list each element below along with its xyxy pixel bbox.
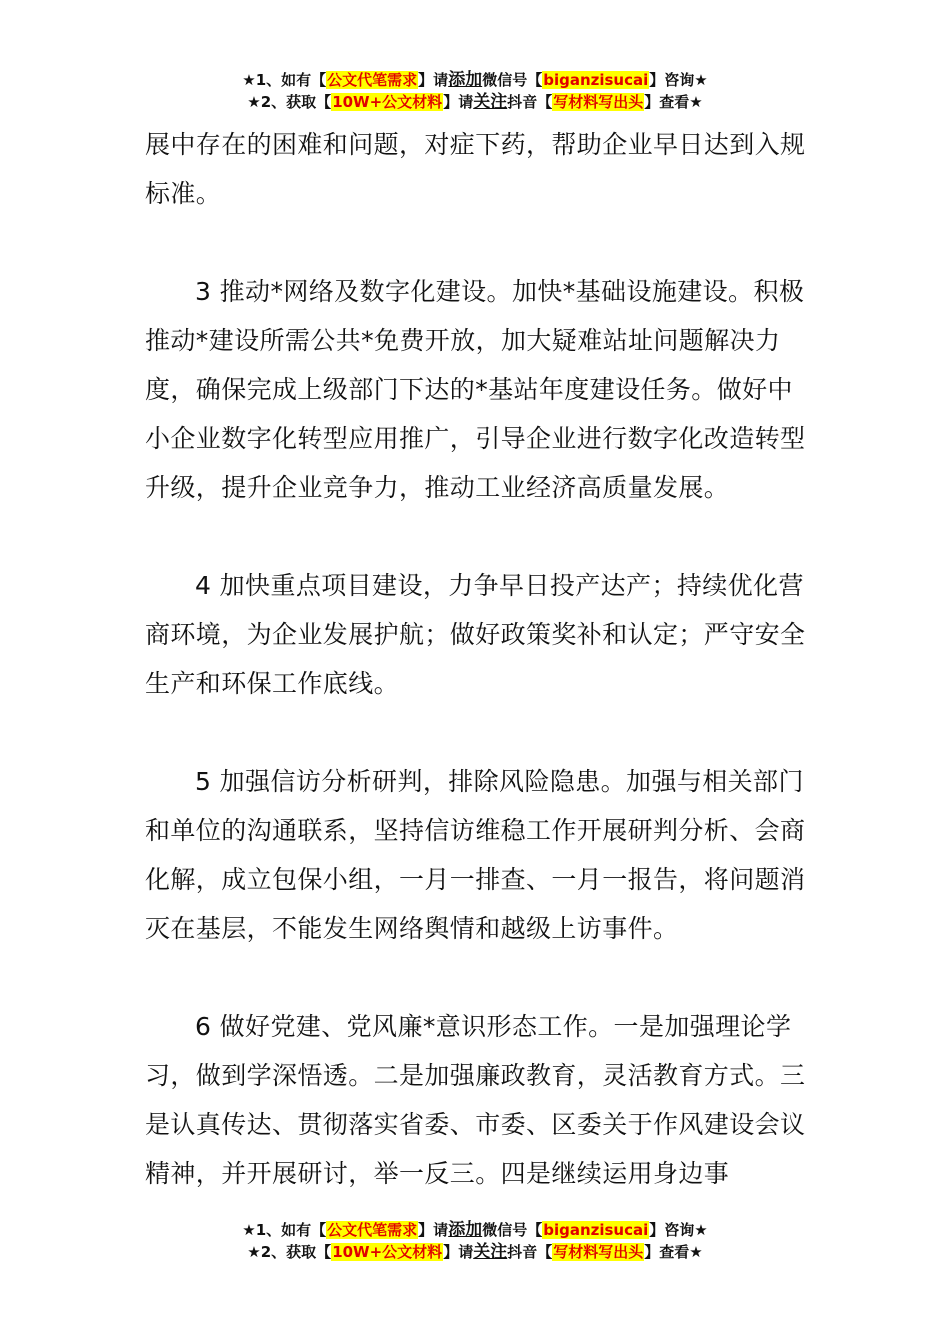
- highlight-wechat-id: biganzisucai: [543, 71, 649, 89]
- footer-line-1: ★1、如有【公文代笔需求】请添加微信号【biganzisucai】咨询★: [242, 1220, 708, 1240]
- highlight-service: 公文代笔需求: [327, 71, 418, 89]
- banner-line-1: ★1、如有【公文代笔需求】请添加微信号【biganzisucai】咨询★: [242, 70, 708, 90]
- underlined-add: 添加: [448, 70, 483, 90]
- paragraph-6: 6 做好党建、党风廉*意识形态工作。一是加强理论学习，做到学深悟透。二是加强廉政教育，灵活教育方式。三是认真传达、贯彻落实省委、市委、区委关于作风建设会议精神，并开展研讨，举一反三。四是继续运用身边事: [145, 1012, 806, 1188]
- footer-line-2: ★2、获取【10W+公文材料】请关注抖音【写材料写出头】查看★: [247, 1242, 703, 1262]
- paragraph-3: 3 推动*网络及数字化建设。加快*基础设施建设。积极推动*建设所需公共*免费开放，加大疑难站址问题解决力度，确保完成上级部门下达的*基站年度建设任务。做好中小企业数字化转型应用推广，引导企业进行数字化改造转型升级，提升企业竞争力，推动工业经济高质量发展。: [145, 277, 806, 502]
- highlight-service: 公文代笔需求: [327, 1221, 418, 1239]
- footer-banner: [0, 1219, 950, 1263]
- underlined-follow: 关注: [473, 92, 508, 112]
- highlight-douyin-name: 写材料写出头: [553, 93, 644, 111]
- header-banner: [0, 69, 950, 113]
- underlined-add: 添加: [448, 1220, 483, 1240]
- highlight-materials: 10W+公文材料: [332, 1243, 443, 1261]
- highlight-materials: 10W+公文材料: [332, 93, 443, 111]
- underlined-follow: 关注: [473, 1242, 508, 1262]
- highlight-douyin-name: 写材料写出头: [553, 1243, 644, 1261]
- document-body: [145, 120, 809, 1198]
- paragraph-continuation: 展中存在的困难和问题，对症下药，帮助企业早日达到入规标准。: [145, 130, 806, 208]
- paragraph-4: 4 加快重点项目建设，力争早日投产达产；持续优化营商环境，为企业发展护航；做好政策奖补和认定；严守安全生产和环保工作底线。: [145, 571, 806, 698]
- banner-line-2: ★2、获取【10W+公文材料】请关注抖音【写材料写出头】查看★: [247, 92, 703, 112]
- paragraph-5: 5 加强信访分析研判，排除风险隐患。加强与相关部门和单位的沟通联系，坚持信访维稳工作开展研判分析、会商化解，成立包保小组，一月一排查、一月一报告，将问题消灭在基层，不能发生网络舆情和越级上访事件。: [145, 767, 806, 943]
- highlight-wechat-id: biganzisucai: [543, 1221, 649, 1239]
